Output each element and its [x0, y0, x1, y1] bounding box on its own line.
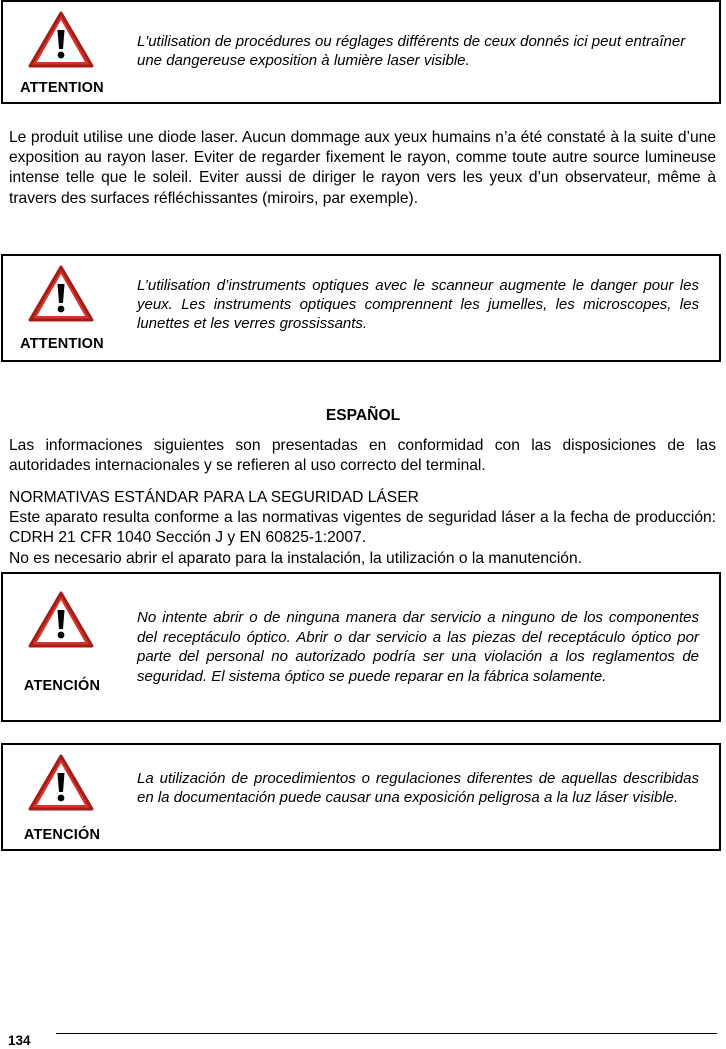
- no-open-text: No es necesario abrir el aparato para la instalación, la utilización o la manutención.: [9, 549, 582, 567]
- es-intro-paragraph: Las informaciones siguientes son presentadas en conformidad con las disposiciones de las autoridades internacionales y se refieren al uso correcto del terminal.: [9, 437, 716, 475]
- warning-icon-column: [3, 574, 121, 720]
- section-title: ESPAÑOL: [325, 407, 401, 424]
- warning-box-fr-2: [1, 254, 721, 362]
- warning-label: ATENCIÓN: [23, 678, 101, 694]
- warning-text: No intente abrir o de ninguna manera dar servicio a ninguno de los componentes del receptáculo óptico. Abrir o dar servicio a las piezas del receptáculo óptico por parte del personal no autorizado podría ser una violación a los reglamentos de seguridad. El sistema óptico se puede reparar en la fábrica solamente.: [137, 609, 699, 685]
- warning-box-es-1: [1, 572, 721, 722]
- standards-text: Este aparato resulta conforme a las normativas vigentes de seguridad láser a la fecha de producción: CDRH 21 CFR 1040 Sección J y EN 60825-1:2007.: [9, 509, 716, 547]
- page-number: 134: [8, 1033, 31, 1048]
- warning-triangle-icon: [27, 264, 95, 324]
- fr-laser-paragraph: Le produit utilise une diode laser. Aucun dommage aux yeux humains n’a été constaté à la suite d’une exposition au rayon laser. Eviter de regarder fixement le rayon, comme toute autre source lumineuse intense telle que le soleil. Eviter aussi de diriger le rayon vers les yeux d’un observateur, même à travers des surfaces réfléchissantes (miroirs, par exemple).: [9, 129, 716, 207]
- warning-icon-column: [3, 256, 121, 360]
- warning-icon-column: [3, 2, 121, 102]
- standards-heading: NORMATIVAS ESTÁNDAR PARA LA SEGURIDAD LÁSER: [9, 489, 419, 506]
- warning-icon-column: [3, 745, 121, 849]
- warning-label: ATENCIÓN: [23, 827, 101, 843]
- es-standards-block: [9, 488, 716, 569]
- warning-box-es-2: [1, 743, 721, 851]
- warning-triangle-icon: [27, 590, 95, 650]
- warning-text: La utilización de procedimientos o regulaciones diferentes de aquellas describidas en la documentación puede causar una exposición peligrosa a la luz láser visible.: [137, 770, 699, 806]
- warning-text: L'utilisation de procédures ou réglages différents de ceux donnés ici peut entraîner une dangereuse exposition à lumière laser visible.: [137, 33, 686, 69]
- warning-label: ATTENTION: [20, 336, 104, 352]
- warning-triangle-icon: [27, 10, 95, 70]
- footer-rule: [56, 1033, 717, 1034]
- warning-triangle-icon: [27, 753, 95, 813]
- warning-label: ATTENTION: [20, 80, 104, 96]
- warning-text: L’utilisation d’instruments optiques avec le scanneur augmente le danger pour les yeux. Les instruments optiques comprennent les jumelles, les microscopes, les lunettes et les verres grossissants.: [137, 277, 699, 332]
- warning-box-fr-1: [1, 0, 721, 104]
